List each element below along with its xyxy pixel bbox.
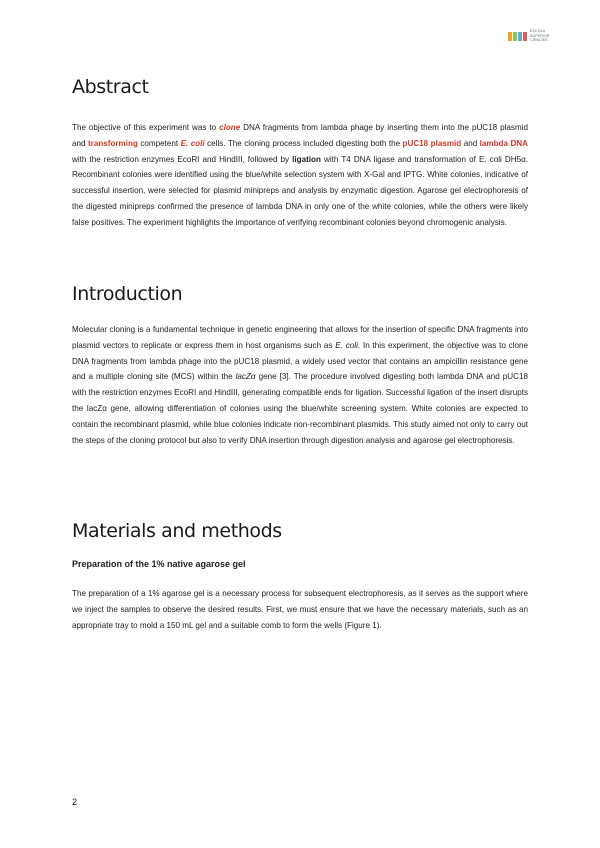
text-run: with T4 DNA ligase and transformation of E. coli DH5α. Recombinant colonies were identified using the blue/white selection system with X-Gal and IPTG. White colonies, indicative of successful insertion, were selected for plasmid minipreps and analysis by enzymatic digestion. Agarose gel electrophoresis of the digested minipreps confirmed the presence of lambda DNA in only one of the white colonies, while the others were likely false positives. The experiment highlights the importance of verifying recombinant colonies beyond chromogenic analysis. bbox=[72, 154, 528, 227]
logo-mark bbox=[508, 32, 527, 41]
text-run: and bbox=[461, 138, 480, 148]
logo-text-line: CIÈNCIES bbox=[530, 38, 548, 43]
text-run: with the restriction enzymes EcoRI and HindIII, followed by bbox=[72, 154, 293, 164]
logo-block bbox=[513, 32, 517, 41]
keyword-transforming: transforming bbox=[87, 138, 138, 148]
methods-paragraph: The preparation of a 1% agarose gel is a necessary process for subsequent electrophoresis, as it serves as the support where we inject the samples to observe the desired results. First, we must ensure that we have the necessary materials, such as an appropriate tray to mold a 150 mL gel and a suitable comb to form the wells (Figure 1). bbox=[72, 589, 528, 630]
institution-logo bbox=[508, 28, 564, 44]
logo-text-line: ESCOLA SUPERIOR bbox=[530, 29, 550, 38]
keyword-lambda-dna: lambda DNA bbox=[479, 138, 528, 148]
text-run: gene [3]. The procedure involved digesting both lambda DNA and pUC18 with the restriction enzymes EcoRI and HindIII, generating compatible ends for ligation. Successful ligation of the insert disrupts the lacZα gene, allowing differentiation of colonies using the blue/white screening system. White colonies are expected to contain the recombinant plasmid, while blue colonies indicate non-recombinant plasmids. This study aimed not only to carry out the steps of the cloning protocol but also to verify DNA insertion through digestion analysis and agarose gel electrophoresis. bbox=[72, 372, 528, 445]
page-number: 2 bbox=[72, 797, 78, 807]
keyword-puc18: pUC18 plasmid bbox=[402, 138, 462, 148]
text-run: DNA fragments from lambda phage by inserting them into the pUC18 plasmid and bbox=[72, 123, 528, 148]
abstract-paragraph bbox=[72, 120, 528, 231]
text-run: The objective of this experiment was to bbox=[72, 123, 220, 132]
italic-ecoli: E. coli bbox=[335, 340, 358, 350]
logo-block bbox=[523, 32, 527, 41]
abstract-heading: Abstract bbox=[72, 76, 149, 98]
keyword-clone: clone bbox=[219, 123, 241, 132]
text-run: . In this experiment, the objective was to clone DNA fragments from lambda phage into the pUC18 plasmid, a widely used vector that contains an ampicillin resistance gene and a multiple cloning site (MCS) within the bbox=[72, 340, 529, 382]
keyword-ecoli: E. coli bbox=[180, 138, 205, 148]
keyword-ligation: ligation bbox=[292, 154, 321, 164]
introduction-heading: Introduction bbox=[72, 283, 183, 305]
logo-block bbox=[508, 32, 512, 41]
text-run: cells. The cloning process included digesting both the bbox=[204, 138, 403, 148]
text-run: competent bbox=[137, 138, 181, 148]
text-run: Molecular cloning is a fundamental technique in genetic engineering that allows for the insertion of specific DNA fragments into plasmid vectors to replicate or express them in host organisms such as bbox=[72, 325, 528, 350]
italic-lacz: lacZα bbox=[235, 372, 256, 382]
methods-heading: Materials and methods bbox=[72, 520, 282, 542]
logo-block bbox=[518, 32, 522, 41]
logo-text bbox=[530, 29, 564, 42]
methods-subheading: Preparation of the 1% native agarose gel bbox=[72, 559, 246, 569]
introduction-paragraph bbox=[72, 322, 528, 448]
